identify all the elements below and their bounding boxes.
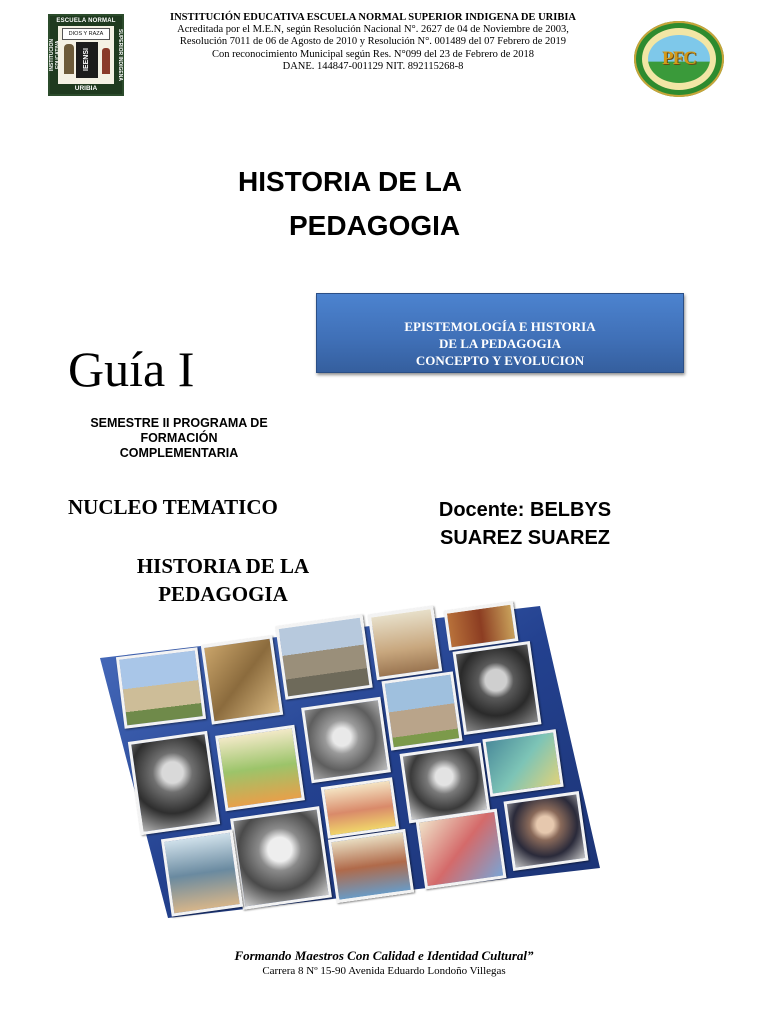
institution-header [140, 12, 606, 73]
institution-name: INSTITUCIÓN EDUCATIVA ESCUELA NORMAL SUPERIOR INDIGENA DE URIBIA [170, 12, 576, 23]
photo-church [381, 671, 462, 750]
header-line-4: DANE. 144847-001129 NIT. 892115268-8 [282, 60, 464, 72]
program-logo [634, 21, 724, 97]
photo-school-kids [161, 829, 243, 916]
semester-program [70, 416, 288, 461]
program-logo-text: PFC [662, 48, 696, 69]
page-title-line-2: PEDAGOGIA [289, 210, 461, 241]
logo-motto: DIOS Y RAZA [62, 28, 110, 40]
semester-line-2: FORMACIÓN [140, 431, 218, 445]
logo-figure-left [64, 44, 74, 74]
thematic-core-label: NUCLEO TEMATICO [68, 495, 278, 519]
semester-line-1: SEMESTRE II PROGRAMA DE [90, 416, 268, 430]
photo-drawing-class [321, 777, 400, 839]
topic-line-1: EPISTEMOLOGÍA E HISTORIA [404, 319, 596, 334]
photo-froebel [128, 731, 220, 835]
header-line-3: Con reconocimiento Municipal según Res. N°099 del 23 de Febrero de 2018 [211, 48, 535, 60]
photo-classroom-painting [368, 606, 443, 681]
teacher-line-1: Docente: BELBYS [438, 499, 612, 521]
topic-line-3: CONCEPTO Y EVOLUCION [415, 353, 585, 368]
teacher-line-2: SUAREZ SUAREZ [439, 527, 610, 549]
footer-address: Carrera 8 Nº 15-90 Avenida Eduardo Londoño Villegas [262, 965, 506, 977]
logo-left-text: INSTITUCION [49, 39, 55, 71]
logo-center-text: IEENSI [76, 42, 98, 78]
photo-roman-ruins [275, 614, 372, 700]
footer-motto: Formando Maestros Con Calidad e Identidad Cultural” [234, 948, 534, 963]
subject-title [100, 552, 346, 608]
logo-right-text: SUPERIOR INDIGENA [117, 29, 123, 81]
photo-modern-educator [503, 791, 588, 871]
topic-line-2: DE LA PEDAGOGIA [438, 336, 562, 351]
topic-box [316, 293, 684, 373]
photo-old-man [230, 806, 332, 910]
semester-line-3: COMPLEMENTARIA [119, 446, 239, 460]
teacher-name [420, 496, 630, 552]
logo-figure-right [102, 48, 110, 74]
photo-classroom-children [215, 725, 305, 811]
logo-bottom-text: URIBIA [74, 85, 98, 92]
logo-top-text: ESCUELA NORMAL [56, 18, 116, 24]
photo-bearded-man [453, 641, 542, 735]
page-title-line-1: HISTORIA DE LA [238, 166, 463, 197]
school-logo [48, 14, 124, 96]
photo-students-desks [328, 829, 414, 903]
subject-line-2: PEDAGOGIA [158, 582, 288, 606]
photo-collage [100, 606, 600, 918]
subject-line-1: HISTORIA DE LA [136, 554, 310, 578]
guide-number: Guía I [68, 341, 195, 397]
header-line-2: Resolución 7011 de 06 de Agosto de 2010 y Resolución N°. 001489 del 07 Febrero de 2019 [179, 36, 567, 48]
photo-school-of-athens [201, 635, 283, 724]
photo-montessori [301, 697, 391, 783]
header-line-1: Acreditada por el M.E.N, según Resolución Nacional N°. 2627 de 04 de Noviembre de 2003, [177, 24, 569, 36]
photo-children-playing [482, 729, 563, 797]
photo-kids-reading [416, 809, 507, 890]
photo-parthenon [116, 647, 206, 728]
